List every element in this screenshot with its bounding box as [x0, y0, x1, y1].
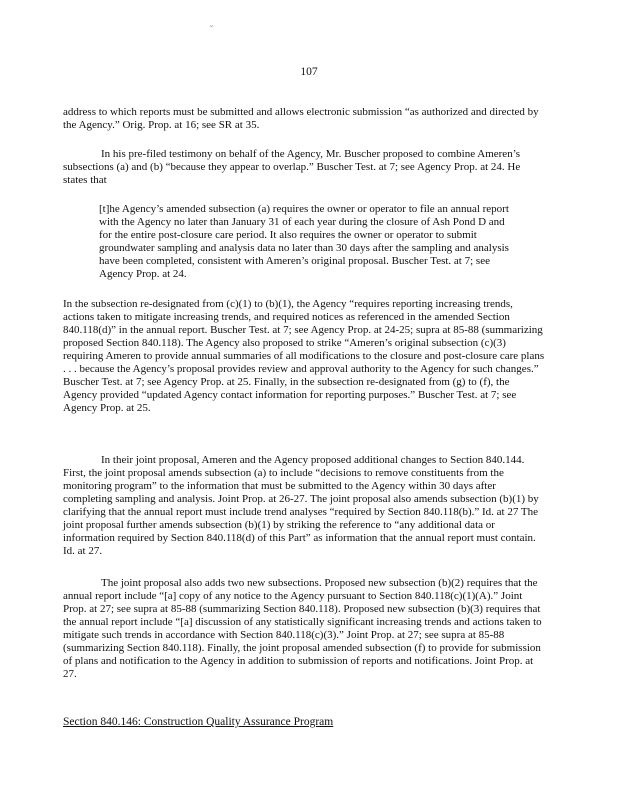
paragraph-2-block — [63, 148, 545, 187]
scan-mark: ˘ — [210, 24, 213, 34]
paragraph-3-block — [63, 298, 545, 415]
paragraph: The joint proposal also adds two new subsections. Proposed new subsection (b)(2) requires that the annual report include “[a] copy of any notice to the Agency pursuant to Section 840.118(c)(1)(A).” Joint Prop. at 27; see supra at 85-88 (summarizing Section 840.118). Proposed new subsection (b)(3) requires that the annual report include “[a] discussion of any statistically significant increasing trends and actions taken to mitigate such trends in accordance with Section 840.118(c)(3).” Joint Prop. at 27; see supra at 85-88 (summarizing Section 840.118). Finally, the joint proposal amended subsection (f) to provide for submission of plans and notification to the Agency in addition to submission of reports and notifications. Joint Prop. at 27. — [63, 577, 542, 680]
paragraph-1-block — [63, 106, 545, 132]
section-heading: Section 840.146: Construction Quality Assurance Program — [63, 716, 334, 728]
block-quote — [99, 203, 509, 281]
paragraph: address to which reports must be submitted and allows electronic submission “as authorized and directed by the Agency.” Orig. Prop. at 16; see SR at 35. — [63, 106, 539, 131]
page-number: 107 — [300, 66, 318, 78]
paragraph: In the subsection re-designated from (c)(1) to (b)(1), the Agency “requires reporting increasing trends, actions taken to mitigate increasing trends, and required notices as referenced in the amended Section 840.118(d)” in the annual report. Buscher Test. at 7; see Agency Prop. at 24-25; supra at 85-88 (summarizing proposed Section 840.118). The Agency also proposed to strike “Ameren’s original subsection (c)(3) requiring Ameren to provide annual summaries of all modifications to the closure and post-closure care plans . . . because the Agency’s proposal provides review and approval authority to the Agency for such changes.” Buscher Test. at 7; see Agency Prop. at 25. Finally, in the subsection re-designated from (g) to (f), the Agency provided “updated Agency contact information for reporting purposes.” Buscher Test. at 7; see Agency Prop. at 25. — [63, 298, 545, 414]
paragraph-5-block — [63, 577, 545, 681]
paragraph-4-block — [63, 454, 545, 558]
paragraph: In their joint proposal, Ameren and the Agency proposed additional changes to Section 840.144. First, the joint proposal amends subsection (a) to include “decisions to remove constituents from the monitoring program” to the information that must be submitted to the Agency within 30 days after completing sampling and analysis. Joint Prop. at 26-27. The joint proposal also amends subsection (b)(1) by clarifying that the annual report must include trend analyses “required by Section 840.118(b).” Id. at 27 The joint proposal further amends subsection (b)(1) by striking the reference to “any additional data or information required by Section 840.118(d) of this Part” as information that the annual report must contain. Id. at 27. — [63, 454, 539, 557]
quote-text: [t]he Agency’s amended subsection (a) requires the owner or operator to file an annual report with the Agency no later than January 31 of each year during the closure of Ash Pond D and for the entire post-closure care period. It also requires the owner or operator to submit groundwater sampling and analysis data no later than 30 days after the sampling and analysis have been completed, consistent with Ameren’s original proposal. Buscher Test. at 7; see Agency Prop. at 24. — [99, 203, 509, 280]
paragraph: In his pre-filed testimony on behalf of the Agency, Mr. Buscher proposed to combine Ameren’s subsections (a) and (b) “because they appear to overlap.” Buscher Test. at 7; see Agency Prop. at 24. He states that — [63, 148, 521, 186]
